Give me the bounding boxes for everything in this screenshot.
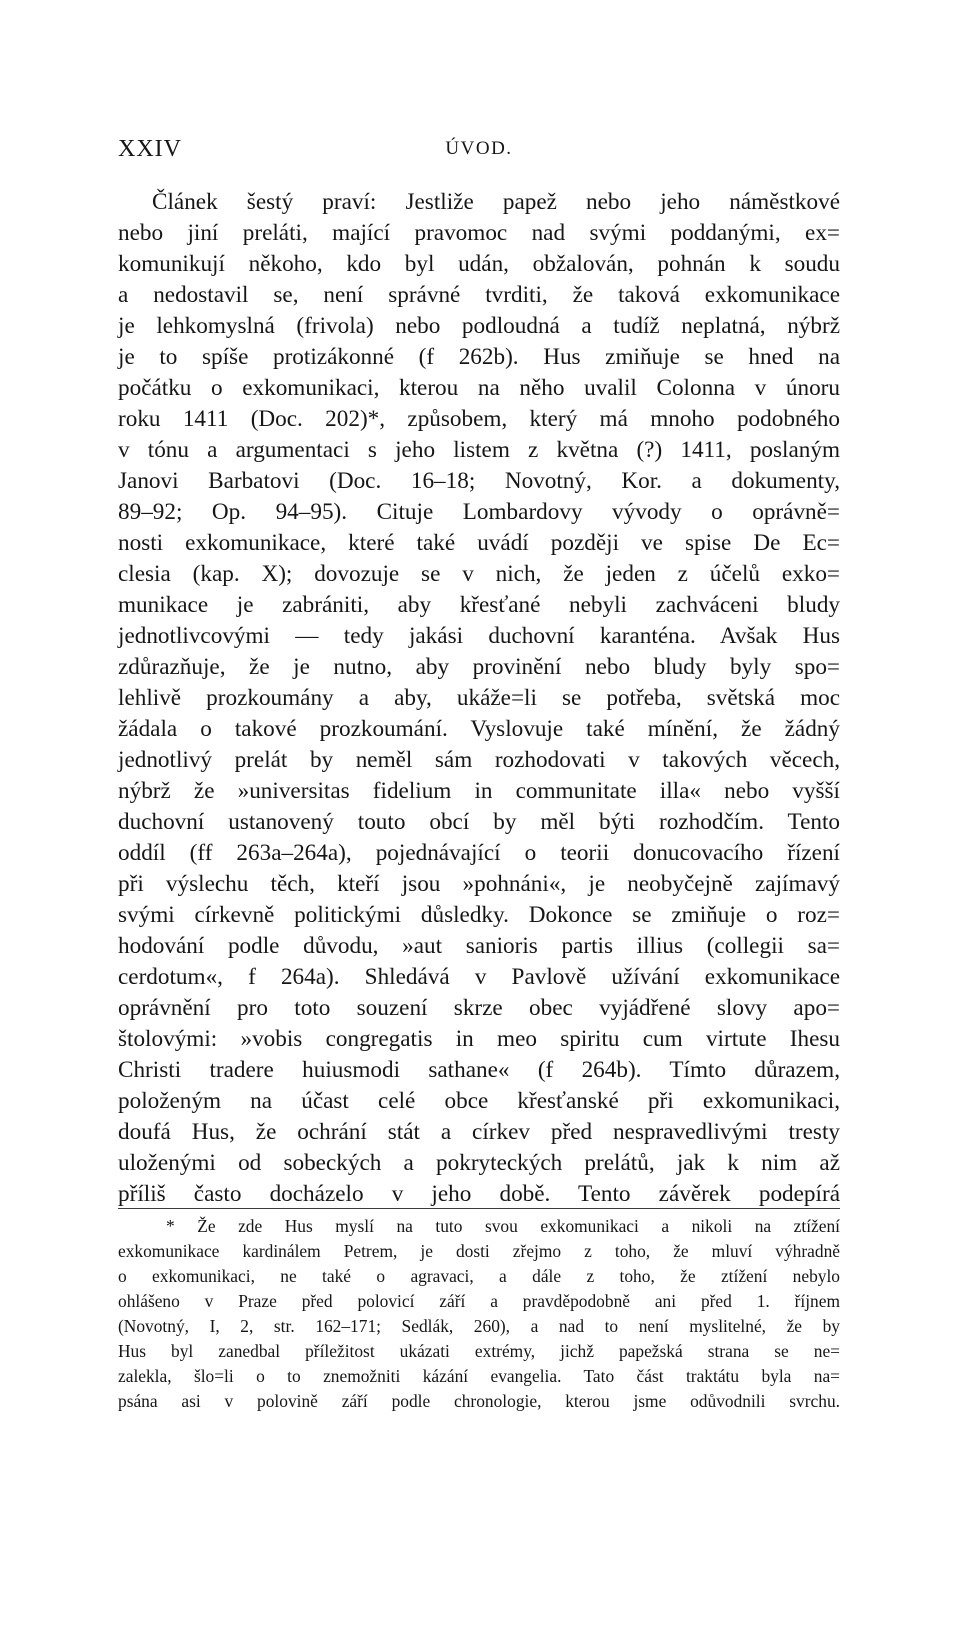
body-line: svými církevně politickými důsledky. Dokonce se zmiňuje o roz= [118, 902, 840, 928]
footnote-line: (Novotný, I, 2, str. 162–171; Sedlák, 260), a nad to není myslitelné, že by [118, 1316, 840, 1336]
footnote-line: zalekla, šlo=li o to znemožniti kázání evangelia. Tato část traktátu byla na= [118, 1366, 840, 1386]
body-line: oprávnění pro toto souzení skrze obec vyjádřené slovy apo= [118, 995, 840, 1021]
body-line: položeným na účast celé obce křesťanské při exkomunikaci, [118, 1088, 840, 1114]
body-line: lehlivě prozkoumány a aby, ukáže=li se potřeba, světská moc [118, 685, 840, 711]
body-text [118, 187, 840, 1210]
footnote-line: * Že zde Hus myslí na tuto svou exkomunikaci a nikoli na ztížení [166, 1216, 840, 1236]
body-line: a nedostavil se, není správné tvrditi, že taková exkomunikace [118, 282, 840, 308]
footnote-line: Hus byl zanedbal příležitost ukázati extrémy, jichž papežská strana se ne= [118, 1341, 840, 1361]
footnote [118, 1214, 840, 1414]
footnote-line: psána asi v polovině září podle chronologie, kterou jsme odůvodnili svrchu. [118, 1391, 840, 1411]
body-line: doufá Hus, že ochrání stát a církev před nespravedlivými tresty [118, 1119, 840, 1145]
body-line: jednotlivcovými — tedy jakási duchovní karanténa. Avšak Hus [118, 623, 840, 649]
body-line: štolovými: »vobis congregatis in meo spiritu cum virtute Ihesu [118, 1026, 840, 1052]
page-number: XXIV [118, 136, 182, 162]
body-line: komunikují někoho, kdo byl udán, obžalován, pohnán k soudu [118, 251, 840, 277]
body-line: je lehkomyslná (frivola) nebo podloudná a tudíž neplatná, nýbrž [118, 313, 840, 339]
body-line: cerdotum«, f 264a). Shledává v Pavlově užívání exkomunikace [118, 964, 840, 990]
body-line: jednotlivý prelát by neměl sám rozhodovati v takových věcech, [118, 747, 840, 773]
body-line: hodování podle důvodu, »aut sanioris partis illius (collegii sa= [118, 933, 840, 959]
footnote-line: ohlášeno v Praze před polovicí září a pravděpodobně ani před 1. říjnem [118, 1291, 840, 1311]
body-line: Janovi Barbatovi (Doc. 16–18; Novotný, Kor. a dokumenty, [118, 468, 840, 494]
footnote-line: o exkomunikaci, ne také o agravaci, a dále z toho, že ztížení nebylo [118, 1266, 840, 1286]
body-line: nosti exkomunikace, které také uvádí později ve spise De Ec= [118, 530, 840, 556]
body-line: příliš často docházelo v jeho době. Tento závěrek podepírá [118, 1181, 840, 1207]
body-line: při výslechu těch, kteří jsou »pohnáni«, je neobyčejně zajímavý [118, 871, 840, 897]
body-line: nebo jiní preláti, mající pravomoc nad svými poddanými, ex= [118, 220, 840, 246]
body-line: roku 1411 (Doc. 202)*, způsobem, který má mnoho podobného [118, 406, 840, 432]
running-head [118, 136, 840, 166]
body-line: počátku o exkomunikaci, kterou na něho uvalil Colonna v únoru [118, 375, 840, 401]
body-line: v tónu a argumentaci s jeho listem z května (?) 1411, poslaným [118, 437, 840, 463]
footnote-line: exkomunikace kardinálem Petrem, je dosti zřejmo z toho, že mluví výhradně [118, 1241, 840, 1261]
body-line: žádala o takové prozkoumání. Vyslovuje také mínění, že žádný [118, 716, 840, 742]
body-line: clesia (kap. X); dovozuje se v nich, že jeden z účelů exko= [118, 561, 840, 587]
body-line: 89–92; Op. 94–95). Cituje Lombardovy vývody o oprávně= [118, 499, 840, 525]
body-line: uloženými od sobeckých a pokryteckých prelátů, jak k nim až [118, 1150, 840, 1176]
body-line: oddíl (ff 263a–264a), pojednávající o teorii donucovacího řízení [118, 840, 840, 866]
body-line: duchovní ustanovený touto obcí by měl býti rozhodčím. Tento [118, 809, 840, 835]
section-title: ÚVOD. [445, 138, 513, 159]
body-line: zdůrazňuje, že je nutno, aby provinění nebo bludy byly spo= [118, 654, 840, 680]
body-line: Christi tradere huiusmodi sathane« (f 264b). Tímto důrazem, [118, 1057, 840, 1083]
body-line: munikace je zabrániti, aby křesťané nebyli zachváceni bludy [118, 592, 840, 618]
body-line: Článek šestý praví: Jestliže papež nebo jeho náměstkové [152, 189, 840, 215]
body-line: je to spíše protizákonné (f 262b). Hus zmiňuje se hned na [118, 344, 840, 370]
body-line: nýbrž že »universitas fidelium in communitate illa« nebo vyšší [118, 778, 840, 804]
footnote-divider [118, 1208, 840, 1209]
